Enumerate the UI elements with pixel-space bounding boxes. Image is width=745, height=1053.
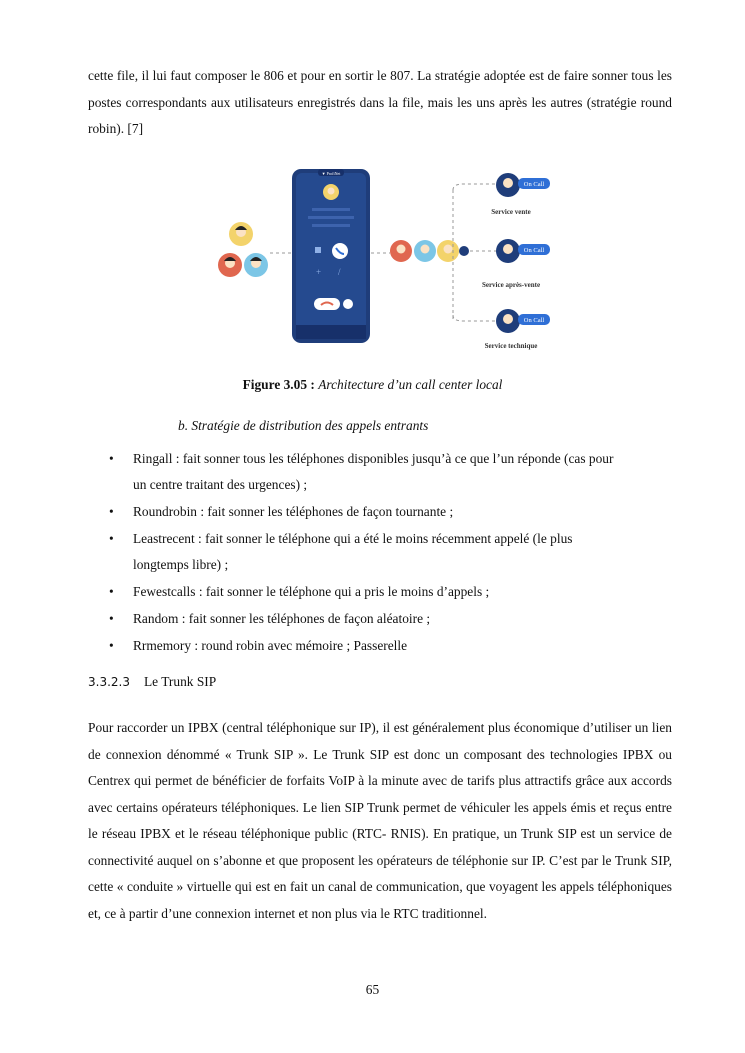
intro-line-3: (stratégie round robin). [7] bbox=[88, 94, 672, 136]
agent-service-apres-vente bbox=[482, 239, 550, 289]
caption-label: Figure 3.05 : bbox=[242, 377, 315, 392]
page-number: 65 bbox=[365, 982, 380, 997]
phone-header: ▼ ProfiNet bbox=[321, 171, 341, 176]
call-center-diagram bbox=[208, 150, 560, 362]
svg-text:+: + bbox=[316, 267, 322, 277]
trunk-sip-paragraph: Pour raccorder un IPBX (central téléphonique sur IP), il est généralement plus économique d’utiliser un lien de connexion dénommé « Trunk SIP ». Le Trunk SIP est donc un composant des technologies IPBX ou Centrex qui permet de bénéficier de forfaits VoIP à la minute avec de tarifs plus attractifs grâce aux accords avec certains opérateurs téléphoniques. Le lien SIP Trunk permet de véhiculer les appels émis et reçus entre le réseau IPBX et le réseau téléphonique public (RTC- RNIS). En pratique, un Trunk SIP est un service de connectivité auquel on s’abonne et que proposent les opérateurs de téléphonie sur IP. C’est par le Trunk SIP, cette « conduite » virtuelle qui est en fait un canal de communication, que voyagent les appels téléphoniques et, ce à partir d’une connexion internet et non plus via le RTC traditionnel. bbox=[88, 720, 672, 921]
agent-service-vente bbox=[491, 173, 550, 216]
section-title: Le Trunk SIP bbox=[144, 674, 217, 689]
list-item: • Leastrecent : fait sonner le téléphone qui a été le moins récemment appelé (le plus longtemps libre) ; bbox=[109, 531, 573, 572]
list-item: • Random : fait sonner les téléphones de façon aléatoire ; bbox=[109, 611, 431, 626]
list-item: • Ringall : fait sonner tous les téléphones disponibles jusqu’à ce que l’un réponde (cas pour un centre traitant des urgences) ; bbox=[109, 451, 614, 492]
service-label-3: Service technique bbox=[484, 342, 538, 350]
distribution-strategy-list bbox=[104, 446, 674, 660]
svg-text:/: / bbox=[338, 267, 341, 277]
figure-caption bbox=[0, 377, 745, 393]
caption-text: Architecture d’un call center local bbox=[318, 377, 503, 392]
service-label-1: Service vente bbox=[491, 208, 531, 216]
caller-queue bbox=[390, 240, 469, 262]
list-item: • Roundrobin : fait sonner les téléphones de façon tournante ; bbox=[109, 504, 454, 519]
on-call-badge-3: On Call bbox=[523, 317, 545, 324]
list-item: • Fewestcalls : fait sonner le téléphone qui a pris le moins d’appels ; bbox=[109, 584, 490, 599]
subheading: b. Stratégie de distribution des appels entrants bbox=[178, 418, 429, 433]
service-label-2: Service après-vente bbox=[481, 281, 541, 289]
section-number: 3.3.2.3 bbox=[88, 675, 130, 689]
customer-group-left bbox=[218, 222, 268, 277]
intro-line-2: tous les postes correspondants aux utilisateurs enregistrés dans la file, mais les uns après les autres bbox=[88, 68, 672, 110]
agent-service-technique bbox=[485, 309, 550, 350]
on-call-badge-2: On Call bbox=[523, 247, 545, 254]
phone-illustration bbox=[292, 169, 370, 343]
intro-paragraph bbox=[88, 63, 672, 143]
intro-line-1: cette file, il lui faut composer le 806 et pour en sortir le 807. La stratégie adoptée est de faire sonner bbox=[88, 68, 628, 83]
section-heading bbox=[88, 674, 216, 690]
list-item: • Rrmemory : round robin avec mémoire ; Passerelle bbox=[109, 638, 408, 653]
on-call-badge-1: On Call bbox=[523, 181, 545, 188]
